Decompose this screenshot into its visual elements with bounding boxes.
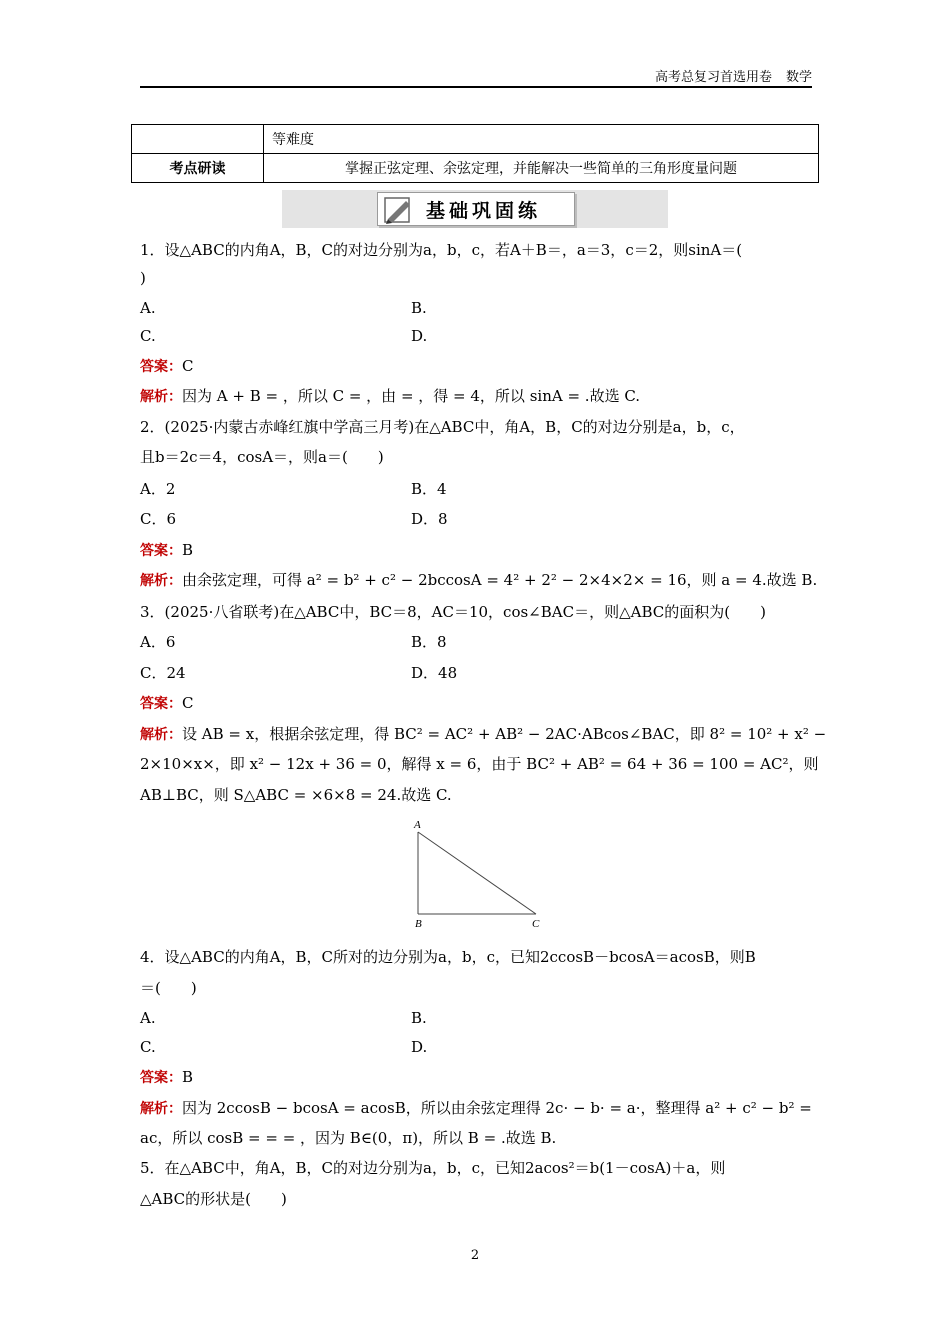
analysis-label: 解析： xyxy=(140,1101,182,1117)
vertex-label-a: A xyxy=(414,819,421,831)
answer-option: C. xyxy=(140,327,156,345)
answer-option: C．6 xyxy=(140,510,177,528)
answer-value: B xyxy=(182,541,194,559)
text-line: △ABC的形状是( ) xyxy=(140,1190,287,1208)
answer-option: C．24 xyxy=(140,664,186,682)
text-line: 3．(2025·八省联考)在△ABC中，BC＝8，AC＝10，cos∠BAC＝，则△ABC的面积为( ) xyxy=(140,603,766,621)
text-line xyxy=(140,1067,812,1088)
answer-label: 答案： xyxy=(140,359,182,375)
text-line: 且b＝2c＝4，cosA＝，则a＝( ) xyxy=(140,448,384,466)
answer-option: D. xyxy=(411,1038,428,1056)
section-title: 基础巩固练 xyxy=(426,200,542,222)
answer-label: 答案： xyxy=(140,1070,182,1086)
answer-option: A．2 xyxy=(140,480,176,498)
right-triangle-figure xyxy=(408,818,544,930)
header-rule xyxy=(140,86,812,88)
answer-value: C xyxy=(182,694,194,712)
text-line: AB⊥BC，则 S△ABC = ×6×8 = 24.故选 C. xyxy=(140,786,452,804)
text-line xyxy=(140,693,812,714)
table-row xyxy=(132,154,819,183)
page-header xyxy=(140,66,812,86)
text-line: 1．设△ABC的内角A，B，C的对边分别为a，b，c，若A＋B＝，a＝3，c＝2，则sinA＝( xyxy=(140,241,743,259)
analysis-text: 由余弦定理，可得 a² = b² + c² − 2bccosA = 4² + 2² − 2×4×2× = 16，则 a = 4.故选 B. xyxy=(182,571,818,589)
table-row xyxy=(132,125,819,154)
text-line xyxy=(140,724,827,745)
table-value-cell: 等难度 xyxy=(264,125,819,154)
answer-option: A．6 xyxy=(140,633,176,651)
analysis-label: 解析： xyxy=(140,389,182,405)
answer-option: B．8 xyxy=(411,633,447,651)
text-line xyxy=(140,570,818,591)
answer-option: D. xyxy=(411,327,428,345)
answer-option: B. xyxy=(411,1009,427,1027)
section-banner xyxy=(282,190,668,228)
text-line: 4．设△ABC的内角A，B，C所对的边分别为a，b，c，已知2ccosB－bcosA＝acosB，则B xyxy=(140,948,756,966)
answer-value: B xyxy=(182,1068,194,1086)
text-line: ) xyxy=(140,269,146,287)
text-line: 5．在△ABC中，角A，B，C的对边分别为a，b，c，已知2acos²＝b(1－cosA)＋a，则 xyxy=(140,1159,726,1177)
header-book-title: 高考总复习首选用卷 xyxy=(654,70,772,85)
text-line: 2．(2025·内蒙古赤峰红旗中学高三月考)在△ABC中，角A，B，C的对边分别是a，b，c， xyxy=(140,418,745,436)
triangle-side-ac xyxy=(418,832,536,914)
table-value-cell: 掌握正弦定理、余弦定理，并能解决一些简单的三角形度量问题 xyxy=(264,154,819,183)
text-line: 2×10×x×，即 x² − 12x + 36 = 0，解得 x = 6，由于 BC² + AB² = 64 + 36 = 100 = AC²，则 xyxy=(140,755,819,773)
answer-option: D．8 xyxy=(411,510,448,528)
analysis-label: 解析： xyxy=(140,727,182,743)
answer-option: D．48 xyxy=(411,664,458,682)
answer-label: 答案： xyxy=(140,543,182,559)
info-table xyxy=(131,124,819,183)
text-line xyxy=(140,1098,812,1119)
vertex-label-b: B xyxy=(415,918,422,930)
answer-option: A. xyxy=(140,299,156,317)
table-label-cell: 考点研读 xyxy=(132,154,264,183)
pencil-note-icon xyxy=(382,195,416,225)
header-subject: 数学 xyxy=(785,70,812,85)
analysis-text: 因为 A + B = ，所以 C = ，由 = ，得 = 4，所以 sinA = .故选 C. xyxy=(182,387,641,405)
analysis-text: 因为 2ccosB − bcosA = acosB，所以由余弦定理得 2c· − b· = a·，整理得 a² + c² − b² = xyxy=(182,1099,812,1117)
answer-option: B．4 xyxy=(411,480,447,498)
answer-option: C. xyxy=(140,1038,156,1056)
answer-option: A. xyxy=(140,1009,156,1027)
text-line xyxy=(140,356,812,377)
table-label-cell xyxy=(132,125,264,154)
text-line xyxy=(140,540,812,561)
answer-option: B. xyxy=(411,299,427,317)
analysis-text: 设 AB = x，根据余弦定理，得 BC² = AC² + AB² − 2AC·ABcos∠BAC，即 8² = 10² + x² − xyxy=(182,725,827,743)
answer-value: C xyxy=(182,357,194,375)
text-line: ＝( ) xyxy=(140,979,197,997)
vertex-label-c: C xyxy=(532,918,540,930)
text-line xyxy=(140,386,812,407)
analysis-label: 解析： xyxy=(140,573,182,589)
page-number: 2 xyxy=(470,1248,480,1263)
text-line: ac，所以 cosB = = = ，因为 B∈(0，π)，所以 B = .故选 B. xyxy=(140,1129,557,1147)
answer-label: 答案： xyxy=(140,696,182,712)
